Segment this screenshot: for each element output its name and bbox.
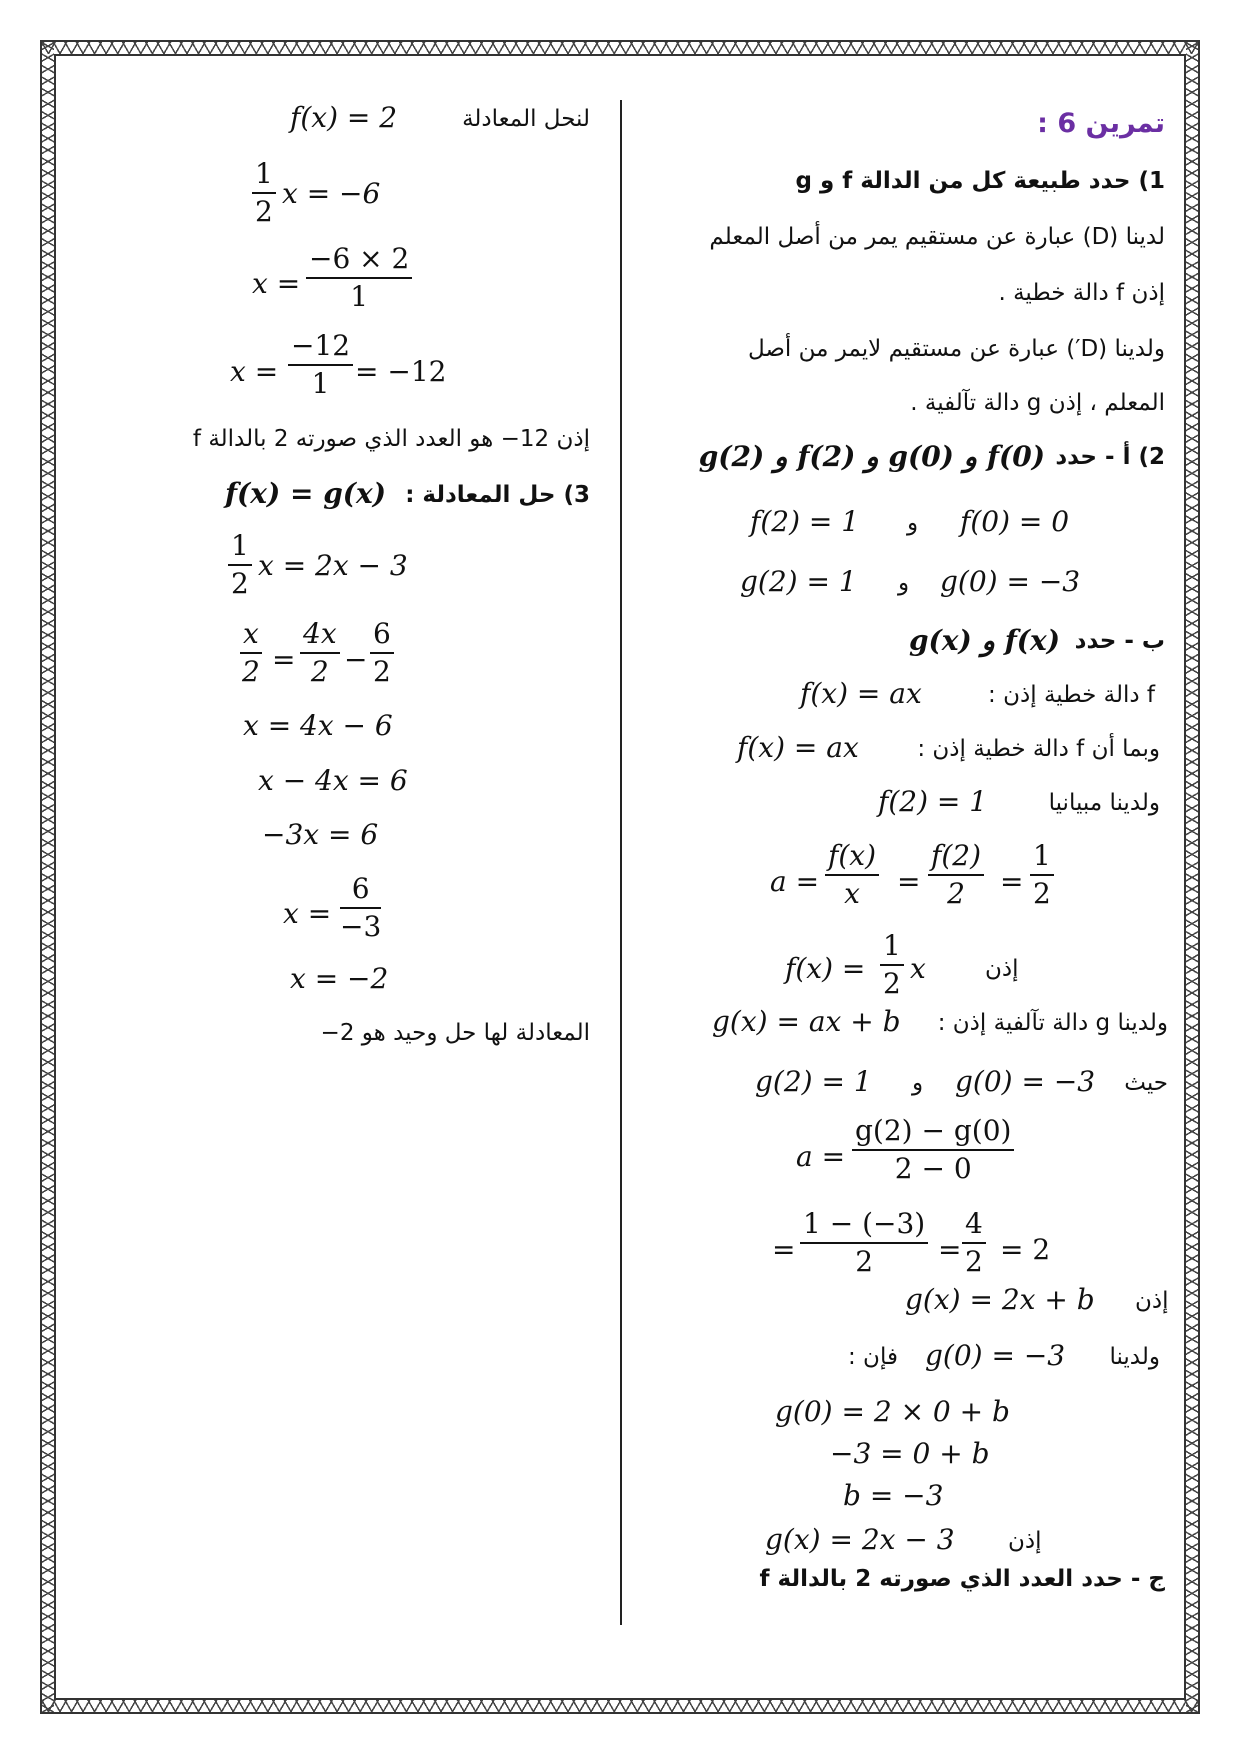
right-line-1: لدينا (D) عبارة عن مستقيم يمر من أصل المعلم — [709, 224, 1165, 250]
left-fraction-3: $\frac{-12}{1}$ — [288, 330, 353, 400]
left-fraction-2: $\frac{-6 \times 2}{1}$ — [306, 243, 412, 313]
question-2b-math: f(x) و g(x) — [908, 624, 1060, 657]
g0-substitution: g(0) = 2 × 0 + b — [775, 1395, 1010, 1428]
fraction-slope: $\frac{g(2) - g(0)}{2 - 0}$ — [852, 1115, 1014, 1185]
fraction-half-fx: $\frac{1}{2}$ — [880, 930, 904, 1000]
l9-g2: g(2) = 1 — [755, 1065, 872, 1098]
left-eq-4: x = 2x − 3 — [258, 549, 408, 582]
left-eq-8: −3x = 6 — [262, 818, 379, 851]
wa-1: و — [907, 510, 919, 536]
left-line-1-math: f(x) = 2 — [290, 101, 398, 134]
left-line-3: المعادلة لها حل وحيد هو 2− — [320, 1020, 590, 1046]
fx-eq: f(x) = — [785, 952, 866, 985]
right-line-7: ولدينا مبيانيا — [1048, 790, 1160, 816]
right-line-7-math: f(2) = 1 — [878, 785, 988, 818]
left-eq-5-minus: − — [344, 643, 368, 676]
right-line-6-math: f(x) = ax — [737, 731, 859, 764]
right-line-4: المعلم ، إذن g دالة تآلفية . — [910, 390, 1165, 416]
left-eq-7: x − 4x = 6 — [258, 764, 408, 797]
fraction-four-halves: $\frac{4}{2}$ — [962, 1208, 986, 1278]
question-3-math: f(x) = g(x) — [225, 477, 386, 510]
right-line-10: ولدينا — [1109, 1344, 1160, 1370]
right-line-3: ولدينا (D′) عبارة عن مستقيم لايمر من أصل — [747, 336, 1165, 362]
left-line-1: لنحل المعادلة — [462, 106, 590, 132]
right-line-8: ولدينا g دالة تآلفية إذن : — [937, 1010, 1168, 1036]
exercise-title: تمرين 6 : — [1037, 108, 1165, 139]
right-line-5: f دالة خطية إذن : — [988, 682, 1155, 708]
left-eq-5-eq: = — [272, 643, 296, 676]
left-eq-3-tail: = −12 — [355, 355, 447, 388]
l9-g0: g(0) = −3 — [955, 1065, 1096, 1098]
left-fraction-half-1: $\frac{1}{2}$ — [252, 158, 276, 228]
eq-f2: f(2) = 1 — [750, 505, 860, 538]
left-fraction-half-2: $\frac{1}{2}$ — [228, 530, 252, 600]
idhan-2: إذن — [1135, 1288, 1169, 1314]
a-eq-2: a = — [796, 1140, 846, 1173]
right-line-5-math: f(x) = ax — [800, 677, 922, 710]
right-line-10-end: فإن : — [848, 1344, 898, 1370]
wa-3: و — [912, 1070, 924, 1096]
eq-two: = 2 — [1000, 1233, 1051, 1266]
right-line-6: وبما أن f دالة خطية إذن : — [917, 736, 1160, 762]
left-eq-1: x = −6 — [282, 177, 381, 210]
question-2a-math: f(0) و g(0) و f(2) و g(2) — [698, 440, 1045, 473]
gx-final: g(x) = 2x − 3 — [765, 1523, 955, 1556]
eq-g0: g(0) = −3 — [940, 565, 1081, 598]
right-line-2: إذن f دالة خطية . — [998, 280, 1165, 306]
idhan-3: إذن — [1008, 1528, 1042, 1554]
fraction-fx-over-x: $\frac{f(x)}{x}$ — [825, 840, 879, 910]
left-eq-10: x = −2 — [290, 962, 389, 995]
eq-f0: f(0) = 0 — [960, 505, 1070, 538]
left-fraction-x-2: $\frac{x}{2}$ — [241, 617, 260, 689]
fraction-f2-over-2: $\frac{f(2)}{2}$ — [928, 840, 984, 910]
minus3-eq: −3 = 0 + b — [830, 1437, 990, 1470]
eq-sign-2: = — [1000, 865, 1024, 898]
left-fraction-9: $\frac{6}{-3}$ — [340, 872, 382, 944]
question-3-label: 3) حل المعادلة : — [405, 482, 590, 508]
left-eq-9-lhs: x = — [283, 897, 332, 930]
fraction-one-half: $\frac{1}{2}$ — [1030, 840, 1054, 910]
question-1: 1) حدد طبيعة كل من الدالة f و g — [795, 168, 1165, 194]
column-divider — [620, 100, 622, 1625]
wa-2: و — [898, 570, 910, 596]
left-fraction-6-2: $\frac{6}{2}$ — [370, 618, 394, 688]
idhan-1: إذن — [985, 956, 1019, 982]
question-2b-label: ب - حدد — [1074, 628, 1165, 654]
question-2c: ج - حدد العدد الذي صورته 2 بالدالة f — [759, 1566, 1165, 1592]
eq-sign-4: = — [938, 1233, 962, 1266]
left-fraction-4x-2: $\frac{4x}{2}$ — [300, 618, 340, 688]
eq-sign-1: = — [897, 865, 921, 898]
eq-sign-3: = — [772, 1233, 796, 1266]
x-var: x — [910, 952, 926, 985]
right-line-10-math: g(0) = −3 — [925, 1339, 1066, 1372]
right-line-9: حيث — [1124, 1070, 1168, 1096]
left-eq-3-lhs: x = — [230, 355, 279, 388]
gx-partial: g(x) = 2x + b — [905, 1283, 1095, 1316]
b-value: b = −3 — [843, 1479, 944, 1512]
question-2a-label: 2) أ - حدد — [1055, 444, 1165, 470]
a-eq-1: a = — [770, 865, 820, 898]
left-eq-6: x = 4x − 6 — [243, 709, 393, 742]
left-eq-2-lhs: x = — [252, 267, 301, 300]
fraction-slope-value: $\frac{1 - (-3)}{2}$ — [800, 1208, 928, 1278]
left-line-2: إذن 12− هو العدد الذي صورته 2 بالدالة f — [192, 426, 590, 452]
eq-g2: g(2) = 1 — [740, 565, 857, 598]
right-line-8-math: g(x) = ax + b — [712, 1005, 901, 1038]
